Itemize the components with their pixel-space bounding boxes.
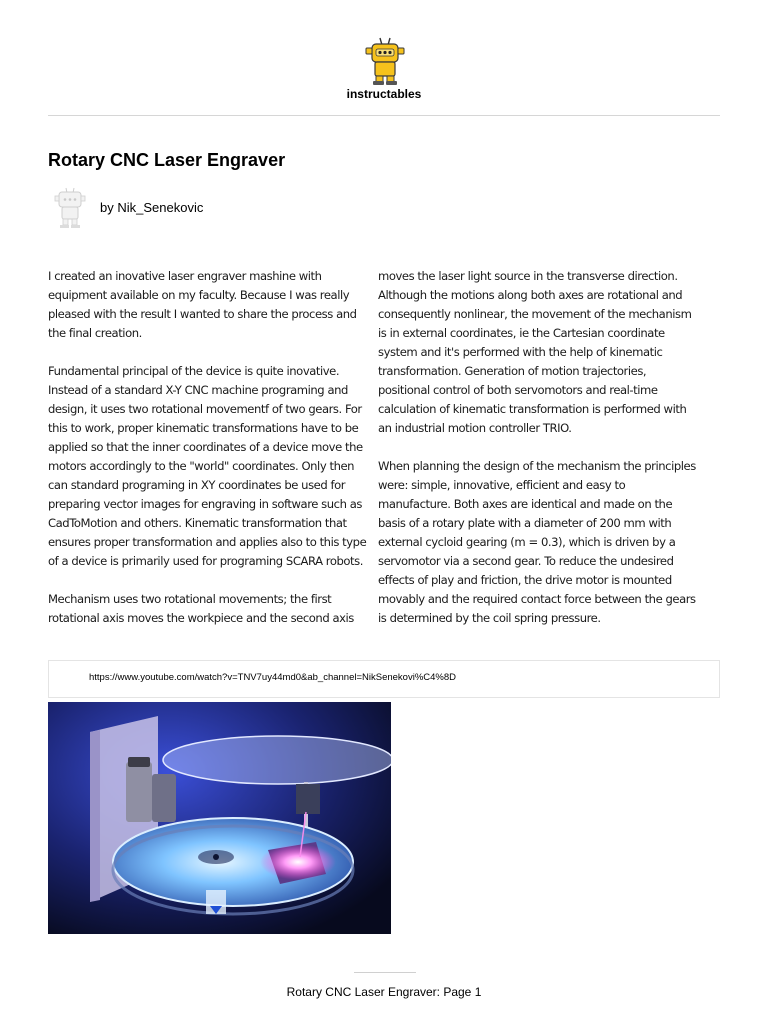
body-paragraph: moves the laser light source in the transverse direction. Although the motions along both axes are rotational and consequently nonlinear, the movement of the mechanism is in external coordinates, ie the Cartesian coordinate system and it's performed with the help of kinematic transformation. Generation of motion trajectories, positional control of both servomotors and real-time calculation of kinematic transformation is performed with an industrial motion controller TRIO. — [378, 269, 692, 435]
body-paragraph: When planning the design of the mechanism the principles were: simple, innovative, efficient and easy to manufacture. Both axes are identical and made on the basis of a rotary plate with a diameter of 200 mm with external cycloid gearing (m = 0.3), which is driven by a servomotor via a second gear. To reduce the undesired effects of play and friction, the drive motor is mounted movably and the required contact force between the gears is determined by the coil spring pressure. — [378, 459, 696, 625]
page-title: Rotary CNC Laser Engraver — [48, 150, 286, 170]
body-paragraph: Mechanism uses two rotational movements; the first rotational axis moves the workpiece and the second axis — [48, 592, 354, 625]
robot-avatar-icon[interactable] — [52, 186, 88, 230]
instructables-robot-logo-icon[interactable] — [363, 36, 407, 86]
body-column-left — [48, 267, 370, 647]
video-link[interactable]: https://www.youtube.com/watch?v=TNV7uy44md0&ab_channel=NikSenekovi%C4%8D — [89, 672, 457, 683]
body-paragraph: Fundamental principal of the device is quite inovative. Instead of a standard X-Y CNC machine programing and design, it uses two rotational movementf of two gears. For this to work, proper kinematic transformations have to be applied so that the inner coordinates of a device move the motors accordingly to the "world" coordinates. Only then can standard programing in XY coordinates be used for preparing vector images for engraving in software such as CadToMotion and others. Kinematic transformation that ensures proper transformation and applies also to this type of a device is primarily used for programing SCARA robots. — [48, 364, 367, 568]
page-footer: Rotary CNC Laser Engraver: Page 1 — [286, 985, 482, 999]
author-name[interactable]: by Nik_Senekovic — [100, 200, 204, 215]
video-embed-box — [48, 660, 720, 698]
laser-engraver-photo — [48, 702, 391, 934]
body-paragraph: I created an inovative laser engraver mashine with equipment available on my faculty. Because I was really pleased with the result I wanted to share the process and the final creation. — [48, 269, 357, 340]
body-column-right — [378, 267, 700, 647]
brand-name[interactable]: instructables — [346, 87, 422, 101]
header-divider — [48, 115, 720, 116]
footer-divider — [354, 972, 416, 973]
